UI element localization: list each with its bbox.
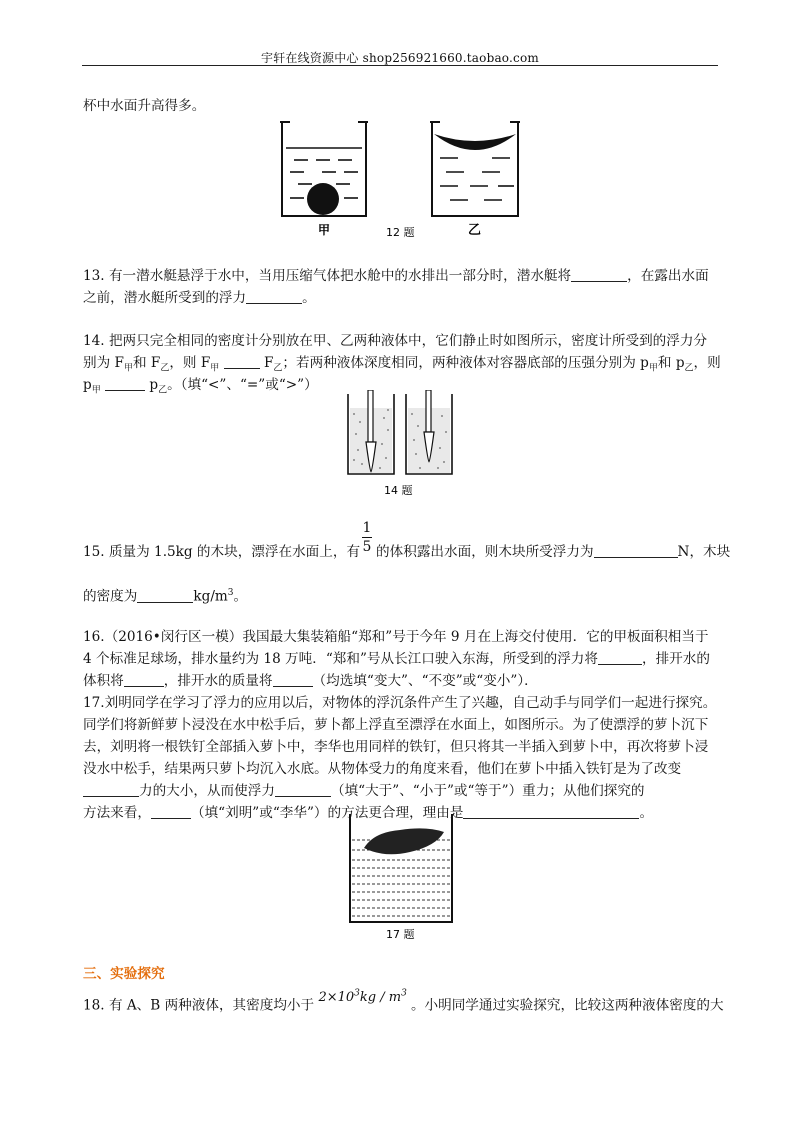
q17-line5: 力的大小，从而使浮力 （填“大于”、“小于”或“等于”）重力；从他们探究的 — [83, 778, 723, 804]
q15-line2: 的密度为 $kg/m^3$。 — [83, 588, 248, 605]
q17-blank-4[interactable] — [463, 803, 639, 819]
q15-fraction: 1 5 — [362, 520, 372, 555]
q15-line1: 15. 质量为 1.5kg 的木块，漂浮在水面上，有 的体积露出水面，则木块所受浮力为 N，木块 — [83, 544, 731, 560]
beaker-yi — [430, 122, 520, 216]
q18-line1: 18. 有 A、B 两种液体，其密度均小于 $2\times 10^3kg / m^3$ 。小明同学通过实验探究，比较这两种液体密度的大 — [83, 989, 724, 1014]
header-divider — [82, 65, 718, 66]
q12-tail-text: 杯中水面升高得多。 — [83, 98, 206, 114]
q12-caption-right: 乙 — [468, 223, 482, 238]
q16-blank-3[interactable] — [273, 671, 313, 687]
q18-formula: $2\times 10^3kg / m^3$ — [318, 989, 407, 1006]
q14-blank-2[interactable] — [105, 375, 145, 391]
q16-blank-1[interactable] — [598, 649, 642, 665]
q14-blank-1[interactable] — [224, 353, 260, 369]
q15-blank-2[interactable] — [137, 587, 193, 603]
q14-figure — [340, 390, 460, 500]
q14-line1: 14. 把两只完全相同的密度计分别放在甲、乙两种液体中，它们静止时如图所示，密度计所受到的浮力分 — [83, 333, 708, 349]
q17-figure — [344, 812, 458, 942]
q17-caption: 17 题 — [386, 928, 415, 941]
section-title: 三、实验探究 — [83, 966, 165, 982]
q17-blank-3[interactable] — [151, 803, 191, 819]
cylinder-yi — [406, 390, 452, 474]
q17-line6: 方法来看， （填“刘明”或“李华”）的方法更合理，理由是 。 — [83, 805, 654, 821]
page-header: 宇轩在线资源中心 shop256921660.taobao.com — [261, 51, 539, 65]
q12-caption-left: 甲 — [318, 223, 331, 237]
q13-blank-1[interactable] — [571, 266, 627, 282]
q16-line3: 体积将 ，排开水的质量将 （均选填“变大”、“不变”或“变小”）． — [83, 673, 538, 689]
q17-line4: 没水中松手，结果两只萝卜均沉入水底。从物体受力的角度来看，他们在萝卜中插入铁钉是为了改变 — [83, 761, 682, 777]
q16-blank-2[interactable] — [124, 671, 164, 687]
beaker-radish — [350, 814, 452, 922]
q13-line1: 13. 有一潜水艇悬浮于水中，当用压缩气体把水舱中的水排出一部分时，潜水艇将 ，在露出水面 — [83, 268, 709, 284]
q17-line1: 17.刘明同学在学习了浮力的应用以后，对物体的浮沉条件产生了兴趣，自己动手与同学们一起进行探究。 — [83, 695, 717, 711]
q16-line1: 16.（2016•闵行区一模）我国最大集装箱船“郑和”号于今年 9 月在上海交付使用．它的甲板面积相当于 — [83, 629, 709, 645]
q12-figure — [270, 118, 530, 240]
q14-line2: 别为 $F_甲$和 $F_乙$，则 $F_甲$ $F_乙$；若两种液体深度相同，两种液体对容器底部的压强分别为 $p_甲$和 $p_乙$，则 — [83, 355, 721, 374]
q17-line3: 去，刘明将一根铁钉全部插入萝卜中，李华也用同样的铁钉，但只将其一半插入到萝卜中，再次将萝卜浸 — [83, 739, 709, 755]
cylinder-jia — [348, 390, 394, 474]
q12-caption-mid: 12 题 — [386, 226, 415, 239]
q17-blank-1[interactable] — [83, 781, 139, 797]
q13-blank-2[interactable] — [246, 288, 302, 304]
q14-line3: $p_甲$ $p_乙$。（填“<”、“=”或“>”） — [83, 377, 318, 396]
q14-caption: 14 题 — [384, 484, 413, 497]
q17-line2: 同学们将新鲜萝卜浸没在水中松手后，萝卜都上浮直至漂浮在水面上，如图所示。为了使漂浮的萝卜沉下 — [83, 717, 709, 733]
beaker-jia — [280, 122, 368, 216]
q16-line2: 4 个标准足球场，排水量约为 18 万吨．“郑和”号从长江口驶入东海，所受到的浮力将 ，排开水的 — [83, 651, 710, 667]
q15-blank-1[interactable] — [594, 542, 678, 558]
q17-blank-2[interactable] — [275, 781, 331, 797]
q13-line2: 之前，潜水艇所受到的浮力 。 — [83, 290, 316, 306]
